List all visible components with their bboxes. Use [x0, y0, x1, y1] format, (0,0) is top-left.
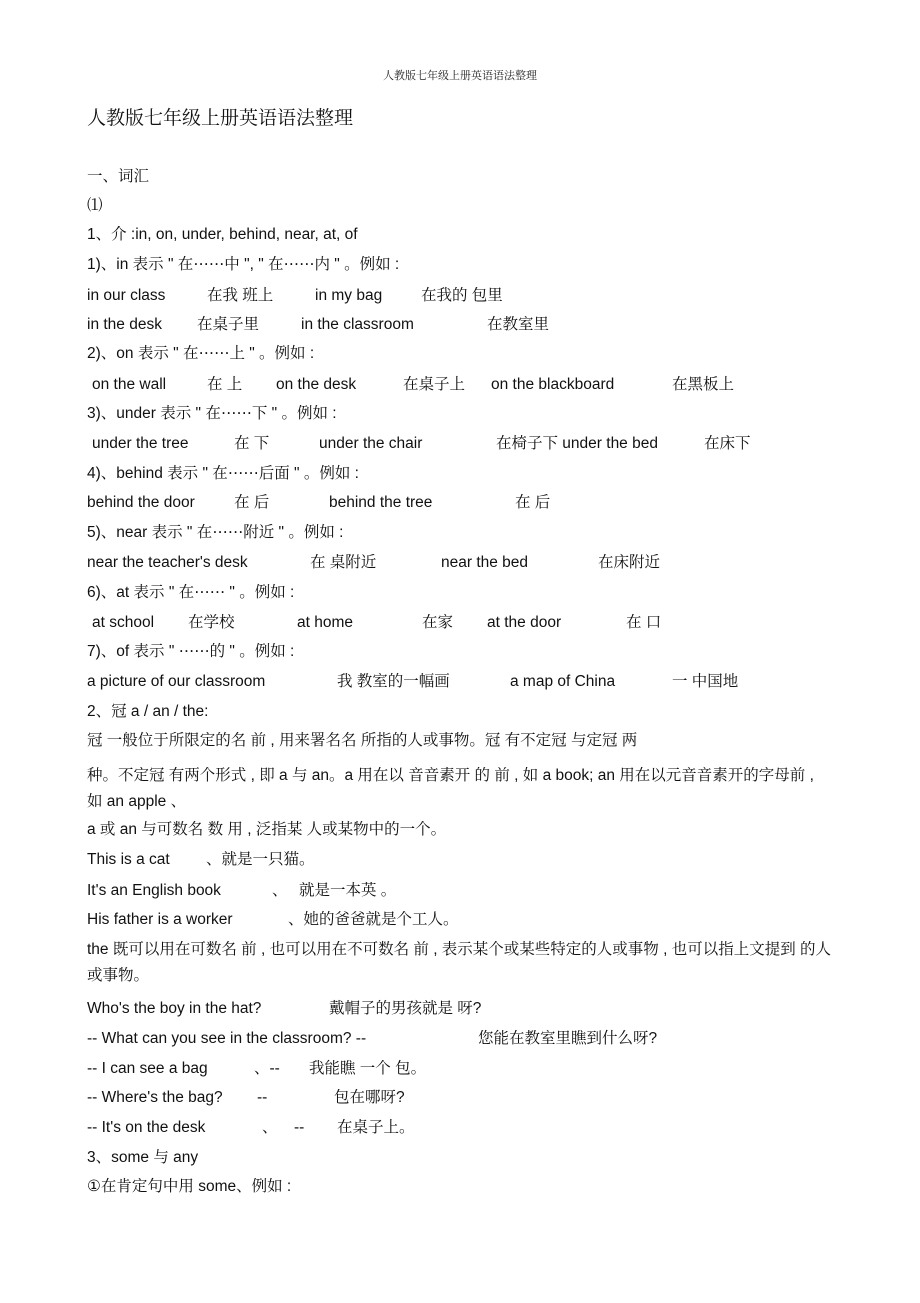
some-rule-1: ①在肯定句中用 some、例如 : — [87, 1178, 292, 1195]
in-heading: 1)、in 表示 " 在⋯⋯中 ", " 在⋯⋯内 " 。例如 : — [87, 256, 400, 273]
the-paragraph: the 既可以用在可数名 前 , 也可以用在不可数名 前 , 表示某个或某些特定的人或事物 , 也可以指上文提到 的人或事物。 — [87, 941, 832, 984]
near-heading: 5)、near 表示 " 在⋯⋯附近 " 。例如 : — [87, 524, 344, 541]
behind-heading: 4)、behind 表示 " 在⋯⋯后面 " 。例如 : — [87, 465, 359, 482]
running-header: 人教版七年级上册英语语法整理 — [383, 69, 537, 82]
section-heading: 一、词汇 — [87, 168, 150, 185]
page-title: 人教版七年级上册英语语法整理 — [87, 107, 354, 129]
on-heading: 2)、on 表示 " 在⋯⋯上 " 。例如 : — [87, 345, 315, 362]
at-heading: 6)、at 表示 " 在⋯⋯ " 。例如 : — [87, 584, 295, 601]
article-paragraph-2: a 或 an 与可数名 数 用 , 泛指某 人或某物中的一个。 — [87, 821, 447, 838]
of-heading: 7)、of 表示 " ⋯⋯的 " 。例如 : — [87, 643, 295, 660]
prep-heading: 1、介 :in, on, under, behind, near, at, of — [87, 226, 358, 243]
under-heading: 3)、under 表示 " 在⋯⋯下 " 。例如 : — [87, 405, 337, 422]
article-paragraph-1b: 种。不定冠 有两个形式 , 即 a 与 an。a 用在以 音音素开 的 前 , 如 a book; an 用在以元音音素开的字母前 , 如 an apple 、 — [87, 767, 814, 810]
article-paragraph-1a: 冠 一般位于所限定的名 前 , 用来署名名 所指的人或事物。冠 有不定冠 与定冠 两 — [87, 732, 638, 749]
article-heading: 2、冠 a / an / the: — [87, 703, 209, 720]
sub-number: ⑴ — [87, 197, 103, 214]
some-any-heading: 3、some 与 any — [87, 1149, 199, 1166]
